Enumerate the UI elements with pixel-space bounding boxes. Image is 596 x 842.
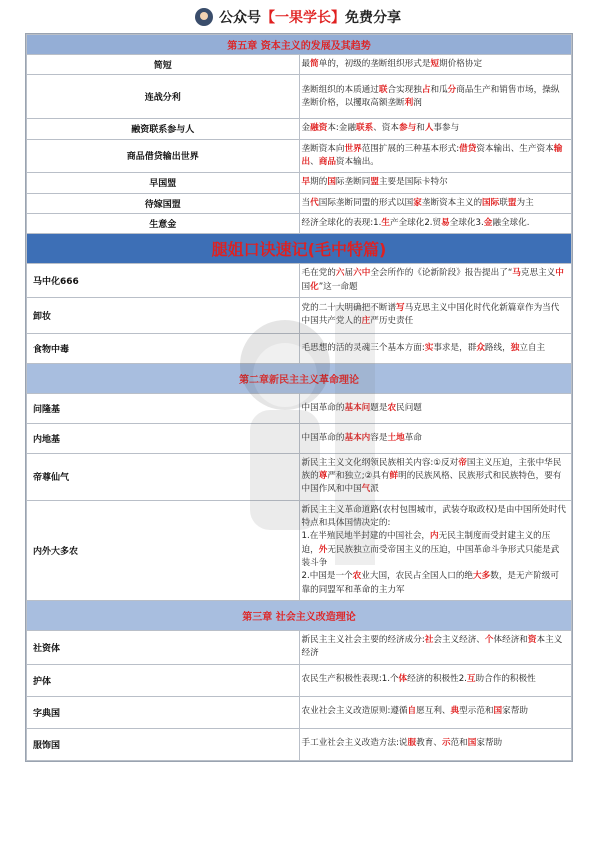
highlight-char: 基本内 [344,432,371,443]
text-segment: 事求是，群 [433,342,477,353]
highlight-char: 联系 [356,123,374,134]
text-segment: 融全球化. [492,217,530,228]
highlight-char: 体 [398,674,408,685]
mnemonic-explanation [299,297,572,333]
table-row [27,453,572,500]
mnemonic-key: 服饰国 [27,728,300,760]
mnemonic-explanation [299,139,572,173]
text-segment: 新民主主义革命道路(农村包围城市，武装夺取政权)是由中国所处时代特点和具体国情决定的: [301,504,567,529]
text-segment: 家帮助 [502,706,528,717]
highlight-char: 社 [424,634,434,645]
text-segment: 润 [413,97,422,108]
text-segment: 合实现独 [387,84,422,95]
text-segment: 和瓜 [430,84,448,95]
table-row [27,213,572,233]
highlight-char: 庄 [361,316,371,327]
text-segment: 经济全球化的表现:1. [301,217,382,228]
mnemonic-key: 帝尊仙气 [27,453,300,500]
table-row [27,139,572,173]
mnemonic-key: 社资体 [27,630,300,664]
text-segment: 路线， [484,342,511,353]
table-row [27,630,572,664]
text-segment: 家帮助 [476,738,503,749]
mnemonic-key: 护体 [27,664,300,696]
text-segment: 毛思想的活的灵魂三个基本方面: [301,342,425,353]
text-segment: 主要是国际卡特尔 [378,177,448,188]
chapter3-header-title: 第三章 社会主义改造理论 [27,600,572,630]
text-segment: 最 [301,59,311,69]
text-segment: ”这一命题 [318,281,358,292]
highlight-char: 参与 [399,123,417,134]
highlight-char: 个 [484,634,494,645]
highlight-char: 鲜 [389,471,399,482]
text-segment: 垄断资本向 [301,143,345,154]
highlight-char: 基本问 [344,402,371,413]
chapter5-header-title: 第五章 资本主义的发展及其趋势 [27,35,572,55]
highlight-char: 商品 [318,156,336,167]
text-segment: 中国革命的 [301,432,345,443]
highlight-char: 农 [387,402,397,413]
mnemonic-explanation [299,630,572,664]
mnemonic-sheet [25,33,573,762]
text-segment: 事参与 [433,123,460,134]
highlight-char: 融资 [310,123,328,134]
text-segment: 本主义经济 [301,634,563,659]
highlight-char: 世界 [344,143,362,154]
text-segment: 体经济和 [493,634,528,645]
table-row [27,333,572,363]
mnemonic-banner-title: 腿姐口诀速记(毛中特篇) [27,234,572,264]
mnemonic-key: 字典国 [27,696,300,728]
text-segment: 毛在党的 [301,268,336,279]
mnemonic-explanation [299,500,572,600]
highlight-char: 互 [466,674,476,685]
highlight-char: 化 [310,281,319,292]
highlight-char: 服 [407,738,417,749]
highlight-char: 国 [467,738,477,749]
mnemonic-key: 食物中毒 [27,333,300,363]
text-segment: 经济的积极性2. [407,674,467,685]
mnemonic-key: 问隆基 [27,393,300,423]
highlight-char: 短 [430,59,440,69]
text-segment: 届 [344,268,354,279]
highlight-char: 生 [381,217,390,228]
mnemonic-explanation [299,213,572,233]
mnemonic-key: 内外大多农 [27,500,300,600]
text-segment: 手工业社会主义改造方法:说 [301,738,408,749]
text-segment: 资本输出。 [335,156,379,167]
mnemonic-explanation [299,393,572,423]
table-row [27,500,572,600]
highlight-char: 尊 [318,471,328,482]
highlight-char: 国 [493,706,503,717]
highlight-char: 土地 [387,432,405,443]
table-row [27,75,572,119]
text-segment: 题是 [370,402,388,413]
highlight-char: 写 [396,303,405,313]
table-row [27,173,572,193]
table-row [27,264,572,298]
mnemonic-explanation [299,55,572,75]
text-segment: 业大国，农民占全国人口的绝 [361,571,474,582]
mnemonic-key: 生意金 [27,213,300,233]
mnemonic-key: 融资联系参与人 [27,119,300,139]
text-segment: 产全球化2.贸 [389,217,442,228]
highlight-char: 独 [510,342,520,353]
chapter5-header [27,35,572,55]
highlight-char: 内 [430,531,439,542]
highlight-char: 外 [318,544,328,555]
mnemonic-explanation [299,119,572,139]
text-segment: 商品生产和销售市场，操纵垄断价格，以攫取高额垄断 [301,84,560,108]
mnemonic-key: 卸妆 [27,297,300,333]
text-segment: 国际垄断同盟的形式以国 [318,197,414,208]
mnemonic-explanation [299,173,572,193]
table-row [27,297,572,333]
text-segment: 际垄断同 [335,177,371,188]
header-prefix: 公众号 [219,10,261,26]
highlight-char: 国际 [482,197,500,208]
mnemonic-key: 早国盟 [27,173,300,193]
text-segment: 当 [301,197,311,208]
text-segment: 范和 [450,738,468,749]
text-segment: 无民族独立而受帝国主义的压迫，中国革命斗争形式只能是武装斗争 [301,544,560,568]
highlight-char: 大多 [473,571,491,582]
text-segment: 严历史责任 [370,316,414,327]
text-segment: 马克思主义中国化时代化新篇章作为当代中国共产党人的 [301,303,560,327]
text-segment: 型示范和 [459,706,494,717]
mnemonic-key: 连战分利 [27,75,300,119]
header-suffix: 免费分享 [345,10,401,26]
mnemonic-explanation [299,453,572,500]
highlight-char: 利 [404,97,414,108]
highlight-char: 输出 [301,143,563,167]
mnemonic-explanation [299,264,572,298]
highlight-char: 典 [450,706,460,717]
text-segment: 范围扩展的三种基本形式: [361,143,460,154]
highlight-char: 六 [335,268,345,279]
highlight-char: 示 [441,738,451,749]
text-segment: 1.在半殖民地半封建的中国社会， [301,531,431,542]
mnemonic-banner [27,234,572,264]
text-segment: 革命 [404,432,422,443]
text-segment: 和 [416,123,425,134]
text-segment: 国主义压迫，主张中华民族的 [301,457,562,482]
text-segment: 垄断资本主义的 [421,197,483,208]
highlight-char: 代 [310,197,319,208]
mnemonic-explanation [299,664,572,696]
highlight-char: 国 [327,177,336,188]
table-row [27,193,572,213]
text-segment: 农业社会主义改造原则:遵循 [301,706,408,717]
text-segment: 新民主主义文化纲领民族相关内容:①反对 [301,457,459,468]
text-segment: 明的民族风格、民族形式和民族特色，要有中国作风和中国 [301,471,562,495]
chapter2-header [27,363,572,393]
highlight-char: 自 [407,706,417,717]
text-segment: 为主 [516,197,534,208]
chapter2-header-title: 第二章新民主主义革命理论 [27,363,572,393]
mnemonic-explanation [299,193,572,213]
text-segment: 克思主义 [520,268,556,279]
highlight-char: 金 [483,217,493,228]
text-segment: 全球化3. [449,217,484,228]
text-segment: 联 [499,197,508,208]
mnemonic-explanation [299,75,572,119]
mnemonic-key: 商品借贷输出世界 [27,139,300,173]
table-row [27,728,572,760]
text-segment: 党的二十大明确把不断谱 [301,303,397,313]
text-segment: 无民主制度而受封建主义的压迫， [301,531,551,555]
table-row [27,393,572,423]
highlight-char: 占 [421,84,431,95]
text-segment: 资本输出、生产资本 [476,143,554,154]
highlight-char: 盟 [370,177,379,188]
text-segment: 中国革命的 [301,402,345,413]
text-segment: 期价格协定 [439,59,483,69]
highlight-char: 农 [352,571,362,582]
mnemonic-explanation [299,696,572,728]
table-row [27,423,572,453]
highlight-char: 马 [512,268,521,279]
highlight-char: 六中 [353,268,371,279]
highlight-char: 易 [441,217,450,228]
text-segment: 新民主主义社会主要的经济成分: [301,634,425,645]
text-segment: 助合作的积极性 [475,674,536,685]
highlight-char: 帝 [458,457,467,468]
text-segment: 教育、 [416,738,442,749]
mnemonic-explanation [299,333,572,363]
mnemonic-table [26,34,572,761]
text-segment: 容是 [370,432,388,443]
highlight-char: 中 [555,268,564,279]
highlight-char: 众 [476,342,485,353]
text-segment: 严和独立;②具有 [327,471,390,482]
text-segment: 、 [310,156,319,167]
highlight-char: 实 [424,342,434,353]
header-brand: 【一果学长】 [261,10,345,26]
text-segment: 民问题 [396,402,422,413]
text-segment: 会主义经济、 [433,634,485,645]
highlight-char: 人 [424,123,434,134]
highlight-char: 家 [413,197,422,208]
highlight-char: 盟 [507,197,517,208]
table-row [27,664,572,696]
text-segment: 金 [301,123,311,134]
text-segment: 单的，初级的垄断组织形式是 [318,59,431,69]
text-segment: 派 [370,484,379,495]
mnemonic-key: 马中化666 [27,264,300,298]
chapter3-header [27,600,572,630]
mnemonic-explanation [299,423,572,453]
highlight-char: 资 [527,634,537,645]
highlight-char: 简 [310,59,319,69]
text-segment: 立自主 [519,342,546,353]
page-header [0,0,596,34]
table-row [27,119,572,139]
highlight-char: 气 [361,484,371,495]
text-segment: 2.中国是一个 [301,571,353,582]
mnemonic-key: 内地基 [27,423,300,453]
highlight-char: 借贷 [459,143,477,154]
text-segment: 国 [301,281,311,292]
table-row [27,55,572,75]
text-segment: 垄断组织的本质通过 [301,84,379,95]
highlight-char: 联 [378,84,388,95]
avatar-icon [195,8,213,26]
text-segment: 期的 [310,177,328,188]
text-segment: 本:金融 [327,123,356,134]
highlight-char: 早 [301,177,311,188]
text-segment: 数，是无产阶级可靠的同盟军和革命的主力军 [301,571,559,595]
text-segment: 农民生产积极性表现:1.个 [301,674,399,685]
text-segment: 全会所作的《论新阶段》报告提出了“ [370,268,513,279]
mnemonic-key: 简短 [27,55,300,75]
text-segment: 愿互利、 [416,706,451,717]
text-segment: 、资本 [373,123,399,134]
mnemonic-key: 待嫁国盟 [27,193,300,213]
highlight-char: 分 [447,84,457,95]
table-row [27,696,572,728]
mnemonic-explanation [299,728,572,760]
